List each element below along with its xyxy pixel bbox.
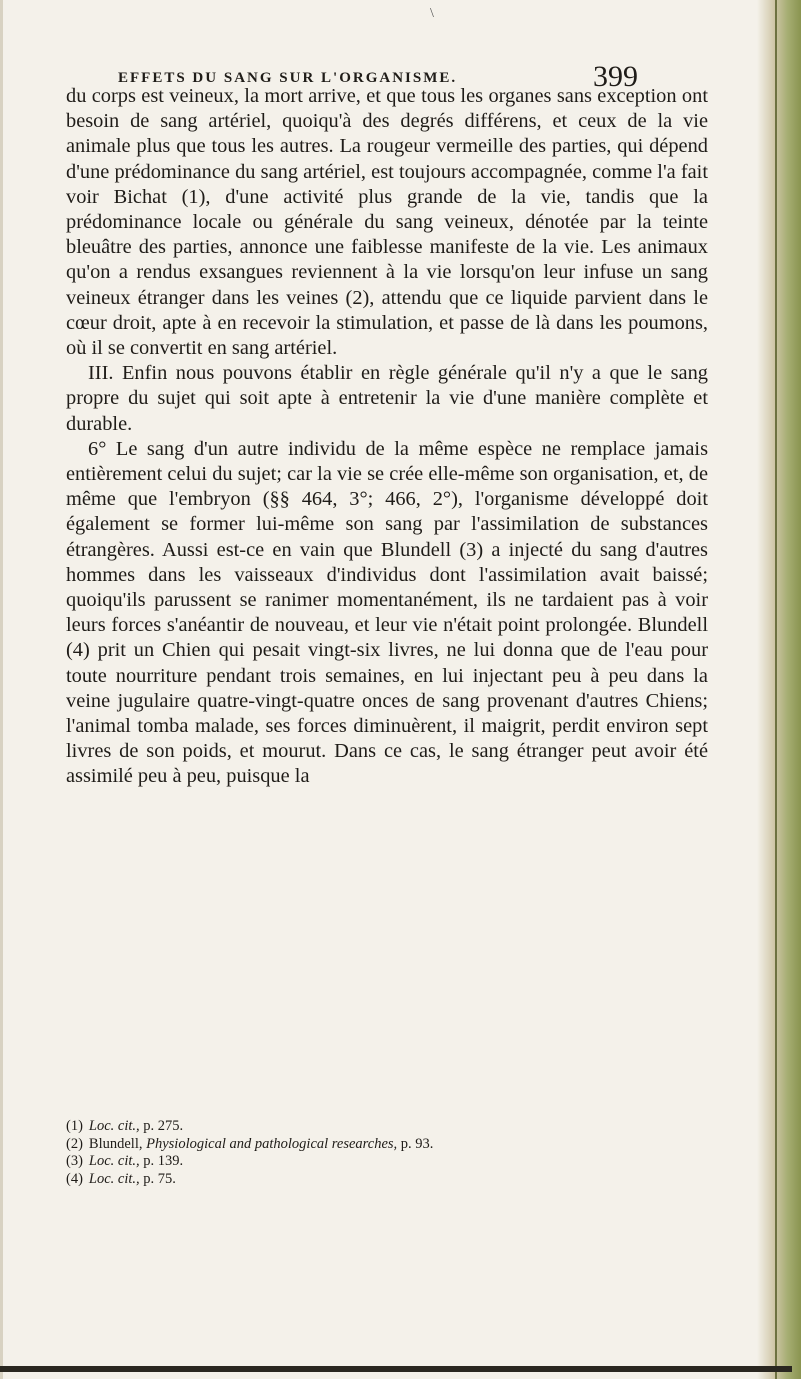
paragraph-3: 6° Le sang d'un autre individu de la même espèce ne remplace jamais entièrement celui du sujet; car la vie se crée elle-même son organisation, et, de même que l'embryon (§§ 464, 3°; 466, 2°), l'organisme développé doit également se former lui-même son sang par l'assimilation de substances étrangères. Aussi est-ce en vain que Blundell (3) a injecté du sang d'autres hommes dans les vaisseaux d'individus dont l'assimilation avait baissé; quoiqu'ils parussent se ranimer momentanément, ils ne tardaient pas à voir leurs forces s'anéantir de nouveau, et leur vie n'était point prolongée. Blundell (4) prit un Chien qui pesait vingt-six livres, ne lui donna que de l'eau pour toute nourriture pendant trois semaines, en lui injectant peu à peu dans la veine jugulaire quatre-vingt-quatre onces de sang provenant d'autres Chiens; l'animal tomba malade, ses forces diminuèrent, il maigrit, perdit environ sept livres de son poids, et mourut. Dans ce cas, le sang étranger peut avoir été assimilé peu à peu, puisque la	[66, 437, 708, 788]
paragraph-1: du corps est veineux, la mort arrive, et que tous les organes sans exception ont besoin de sang artériel, quoiqu'à des degrés différens, et ceux de la vie animale plus que tous les autres. La rougeur vermeille des parties, qui dépend d'une prédominance du sang artériel, est toujours accompagnée, comme l'a fait voir Bichat (1), d'une activité plus grande de la vie, tandis que la prédominance locale ou générale du sang veineux, dénotée par la teinte bleuâtre des parties, annonce une faiblesse manifeste de la vie. Les animaux qu'on a rendus exsangues reviennent à la vie lorsqu'on leur infuse un sang veineux étranger dans les veines (2), attendu que ce liquide parvient dans le cœur droit, apte à en recevoir la stimulation, et passe de là dans les poumons, où il se convertit en sang artériel.	[66, 85, 708, 360]
body-text	[66, 84, 708, 790]
footnote-1	[66, 1118, 708, 1136]
footnote-page: p. 75.	[139, 1170, 176, 1187]
footnote-reference: Physiological and pathological researches,	[146, 1135, 398, 1152]
footnote-page: p. 139.	[139, 1153, 184, 1169]
page-number: 399	[593, 60, 638, 93]
margin-tick-mark: \	[430, 6, 434, 21]
footnote-page: p. 275.	[139, 1118, 184, 1134]
footnote-reference: Loc. cit.,	[88, 1170, 140, 1187]
footnote-4	[66, 1171, 708, 1189]
footnote-2	[66, 1136, 708, 1154]
binding-edge	[757, 0, 801, 1379]
footnote-reference: Loc. cit.,	[88, 1118, 140, 1134]
running-head: EFFETS DU SANG SUR L'ORGANISME.	[118, 70, 458, 86]
page-left-edge	[0, 0, 3, 1379]
footnote-number: (2)	[66, 1135, 83, 1152]
footnote-number: (1)	[66, 1118, 83, 1134]
footnote-reference: Loc. cit.,	[88, 1153, 140, 1169]
footnote-author: Blundell,	[88, 1135, 147, 1152]
footnote-number: (3)	[66, 1153, 83, 1169]
footnote-3	[66, 1153, 708, 1171]
footnote-number: (4)	[66, 1170, 83, 1187]
binding-line	[775, 0, 777, 1379]
paragraph-2: III. Enfin nous pouvons établir en règle générale qu'il n'y a que le sang propre du sujet qui soit apte à entretenir la vie d'une manière complète et durable.	[66, 362, 708, 435]
footnote-page: p. 93.	[397, 1135, 434, 1152]
bottom-scan-rule	[0, 1366, 792, 1372]
footnotes	[66, 1118, 708, 1188]
